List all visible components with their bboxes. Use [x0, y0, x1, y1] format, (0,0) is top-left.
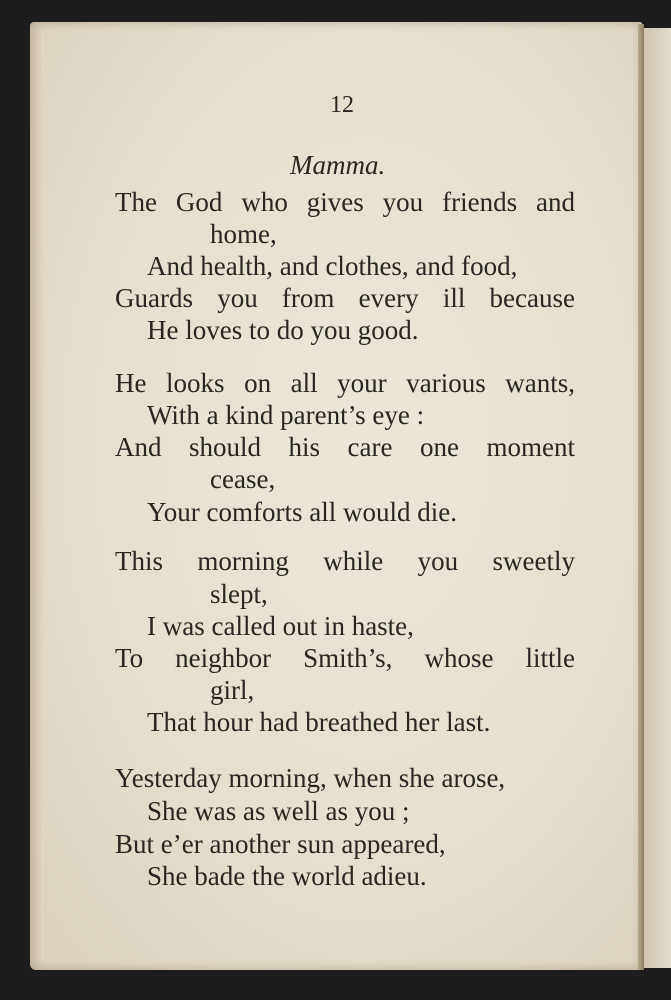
poem-line: And should his care one moment [115, 432, 575, 462]
book-gutter [638, 24, 644, 970]
poem-line: She bade the world adieu. [147, 861, 427, 891]
poem-line: Yesterday morning, when she arose, [115, 763, 506, 793]
page-binding-edge [30, 30, 44, 960]
poem-line: This morning while you sweetly [115, 546, 575, 576]
poem-line: cease, [210, 464, 276, 494]
poem-line: Guards you from every ill because [115, 283, 575, 313]
poem-line: home, [210, 219, 277, 249]
poem-line: girl, [210, 675, 255, 705]
poem-line: But e’er another sun appeared, [115, 829, 446, 859]
poem-line: I was called out in haste, [147, 611, 414, 641]
next-page-edge [643, 28, 671, 968]
poem-line: slept, [210, 579, 268, 609]
poem-line: To neighbor Smith’s, whose little [115, 643, 575, 673]
poem-line: He loves to do you good. [147, 315, 419, 345]
poem-line: Your comforts all would die. [147, 497, 457, 527]
poem-line: He looks on all your various wants, [115, 368, 575, 398]
poem-line: The God who gives you friends and [115, 187, 575, 217]
poem-line: With a kind parent’s eye : [147, 400, 425, 430]
poem-title: Mamma. [290, 150, 386, 180]
poem-line: She was as well as you ; [147, 796, 410, 826]
page-number: 12 [330, 92, 354, 118]
poem-line: And health, and clothes, and food, [147, 251, 518, 281]
poem-line: That hour had breathed her last. [147, 707, 491, 737]
